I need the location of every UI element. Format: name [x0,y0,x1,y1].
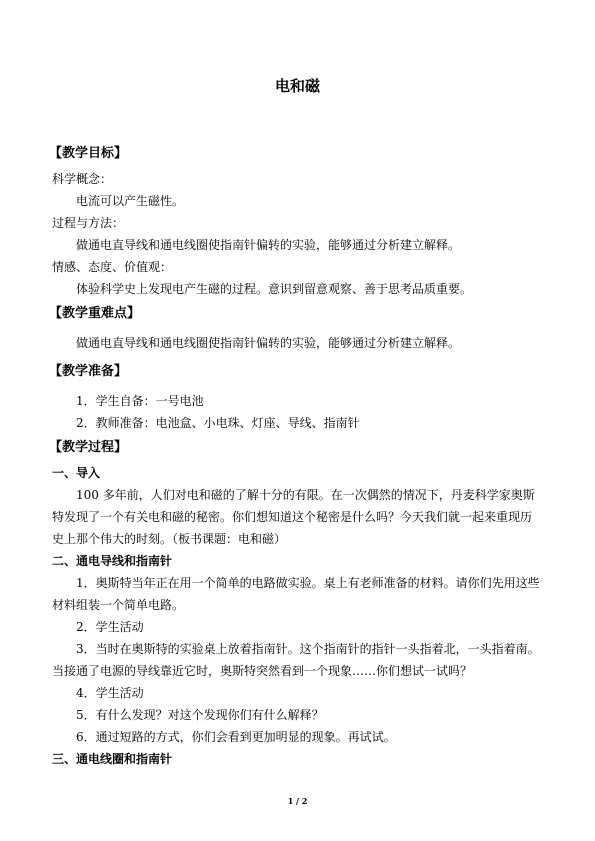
process-label: 过程与方法： [52,216,125,230]
intro-heading: 一、导入 [52,466,101,480]
process-text: 做通电直导线和通电线圈使指南针偏转的实验，能够通过分析建立解释。 [76,238,461,252]
science-label: 科学概念： [52,172,113,186]
part2-item: 5．有什么发现？对这个发现你们有什么解释？ [76,708,324,722]
page-number: 1 / 2 [287,796,308,806]
key-text: 做通电直导线和通电线圈使指南针偏转的实验，能够通过分析建立解释。 [76,336,461,350]
part2-item: 3．当时在奥斯特的实验桌上放着指南针。这个指南针的指针一头指着北，一头指着南。当接通了电源的导线靠近它时，奥斯特突然看到一个现象……你们想试一试吗？ [52,642,540,678]
document-body [49,140,542,770]
prep-item: 2．教师准备：电池盒、小电珠、灯座、导线、指南针 [76,416,360,430]
science-text: 电流可以产生磁性。 [76,194,185,208]
part2-item: 2．学生活动 [76,620,144,634]
intro-text: 100 多年前，人们对电和磁的了解十分的有限。在一次偶然的情况下，丹麦科学家奥斯特发现了一个有关电和磁的秘密。你们想知道这个秘密是什么吗？今天我们就一起来重现历史上那个伟大的时刻。（板书课题：电和磁） [52,488,535,546]
part2-item: 6．通过短路的方式，你们会看到更加明显的现象。再试试。 [76,730,396,744]
part3-heading: 三、通电线圈和指南针 [52,752,173,766]
goals-heading: 【教学目标】 [49,146,128,161]
part2-item: 4．学生活动 [76,686,144,700]
emotion-label: 情感、态度、价值观： [52,260,173,274]
prep-heading: 【教学准备】 [49,364,128,379]
prep-item: 1．学生自备：一号电池 [76,394,204,408]
emotion-text: 体验科学史上发现电产生磁的过程。意识到留意观察、善于思考品质重要。 [76,282,473,296]
key-heading: 【教学重难点】 [49,306,141,321]
page-title: 电和磁 [274,77,320,95]
process-heading: 【教学过程】 [49,440,128,455]
part2-item: 1．奥斯特当年正在用一个简单的电路做实验。桌上有老师准备的材料。请你们先用这些材料组装一个简单电路。 [52,576,540,612]
part2-heading: 二、通电导线和指南针 [52,554,173,568]
